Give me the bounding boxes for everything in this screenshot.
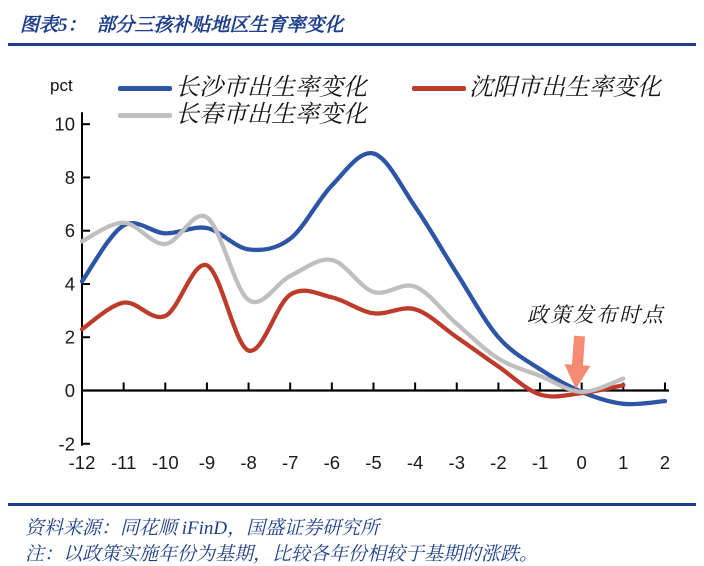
x-tick-label: 2 <box>659 452 671 473</box>
y-tick-label: 8 <box>64 166 75 188</box>
x-tick-label: 0 <box>576 452 587 473</box>
x-tick-label: -3 <box>448 452 465 473</box>
x-tick-label: -8 <box>240 452 257 473</box>
x-tick-label: -9 <box>198 452 216 473</box>
x-tick-label: -7 <box>281 452 299 473</box>
chart-title-text: 部分三孩补贴地区生育率变化 <box>96 15 344 36</box>
y-tick-label: 10 <box>54 113 75 135</box>
y-tick-label: 4 <box>64 273 75 295</box>
x-tick-label: -4 <box>406 452 424 473</box>
legend-label-shenyang: 沈阳市出生率变化 <box>469 75 661 101</box>
data-source-text: 资料来源：同花顺 iFinD，国盛证券研究所 <box>25 518 380 539</box>
legend-label-changchun: 长春市出生率变化 <box>175 102 367 128</box>
y-tick-label: 2 <box>64 326 75 348</box>
footer-divider <box>8 503 696 506</box>
y-tick-label: -2 <box>58 433 75 455</box>
x-tick-label: -6 <box>323 452 341 473</box>
policy-annotation-label: 政策发布时点 <box>527 303 665 327</box>
y-tick-label: 6 <box>64 220 75 242</box>
y-tick-label: 0 <box>64 380 75 401</box>
x-tick-label: -1 <box>531 452 549 473</box>
x-tick-label: -12 <box>68 452 96 473</box>
legend-label-changsha: 长沙市出生率变化 <box>175 75 367 101</box>
footnote-text: 注：以政策实施年份为基期，比较各年份相较于基期的涨跌。 <box>25 544 539 565</box>
policy-annotation-arrow <box>563 335 593 390</box>
y-axis-unit-label: pct <box>50 76 73 95</box>
x-tick-label: -5 <box>365 452 382 473</box>
x-tick-label: 1 <box>618 452 629 473</box>
x-tick-label: -11 <box>110 452 137 473</box>
x-tick-label: -2 <box>490 452 507 473</box>
x-tick-label: -10 <box>151 452 179 473</box>
chart-number-label: 图表5： <box>20 15 87 36</box>
